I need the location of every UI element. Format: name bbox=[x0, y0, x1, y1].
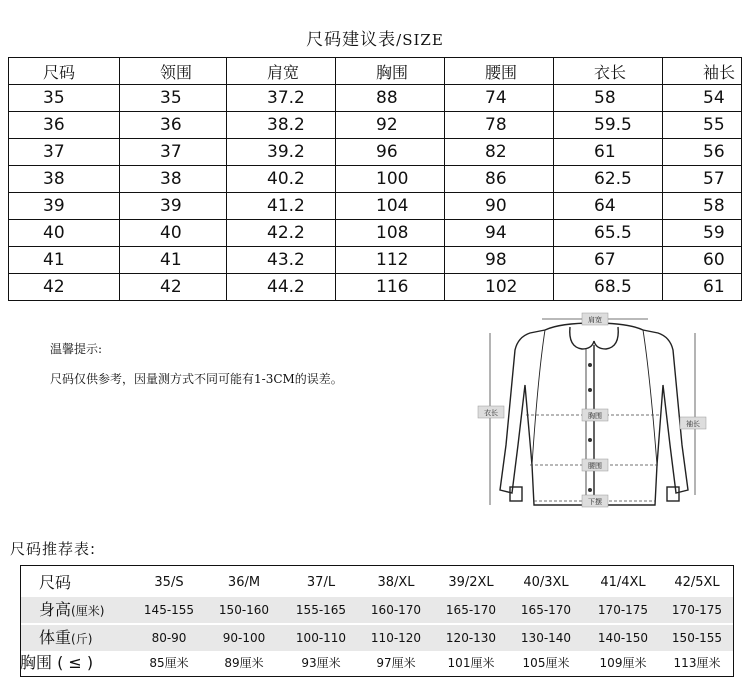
recommend-cell: 130-140 bbox=[520, 631, 572, 645]
recommend-cell: 97厘米 bbox=[376, 656, 416, 670]
waist-label: 腰围 bbox=[588, 462, 602, 470]
title-cn: 尺码建议表 bbox=[306, 30, 397, 50]
table-row bbox=[9, 274, 742, 301]
recommend-cell: 80-90 bbox=[151, 631, 187, 645]
recommend-cell: 105厘米 bbox=[522, 656, 570, 670]
header-cell: 肩宽 bbox=[227, 58, 336, 85]
table-cell: 39 bbox=[120, 193, 227, 220]
recommend-cell: 145-155 bbox=[143, 603, 195, 617]
recommend-label: 尺码 bbox=[39, 573, 72, 592]
tip-title: 温馨提示: bbox=[50, 342, 103, 356]
table-cell: 108 bbox=[336, 220, 445, 247]
table-cell: 86 bbox=[445, 166, 554, 193]
table-cell: 40.2 bbox=[227, 166, 336, 193]
size-table-header bbox=[9, 58, 742, 85]
shoulder-label: 肩宽 bbox=[588, 316, 602, 324]
table-cell: 102 bbox=[445, 274, 554, 301]
hem-label: 下摆 bbox=[588, 498, 602, 506]
table-cell: 40 bbox=[9, 220, 120, 247]
tip-text: 尺码仅供参考，因量测方式不同可能有1-3CM的误差。 bbox=[50, 372, 343, 386]
table-cell: 68.5 bbox=[554, 274, 663, 301]
recommend-cell: 93厘米 bbox=[301, 656, 341, 670]
table-cell: 82 bbox=[445, 139, 554, 166]
table-cell: 38 bbox=[9, 166, 120, 193]
table-cell: 56 bbox=[663, 139, 742, 166]
table-cell: 116 bbox=[336, 274, 445, 301]
recommend-cell: 110-120 bbox=[370, 631, 422, 645]
button-icon bbox=[588, 488, 592, 492]
table-cell: 57 bbox=[663, 166, 742, 193]
table-cell: 37 bbox=[120, 139, 227, 166]
recommend-cell: 165-170 bbox=[445, 603, 497, 617]
table-cell: 104 bbox=[336, 193, 445, 220]
table-cell: 61 bbox=[554, 139, 663, 166]
table-cell: 58 bbox=[554, 85, 663, 112]
recommend-cell: 113厘米 bbox=[673, 656, 721, 670]
table-cell: 43.2 bbox=[227, 247, 336, 274]
table-cell: 42 bbox=[9, 274, 120, 301]
right-cuff bbox=[667, 487, 679, 501]
table-cell: 92 bbox=[336, 112, 445, 139]
table-cell: 58 bbox=[663, 193, 742, 220]
table-cell: 36 bbox=[120, 112, 227, 139]
table-cell: 35 bbox=[120, 85, 227, 112]
table-cell: 38.2 bbox=[227, 112, 336, 139]
recommend-cell: 39/2XL bbox=[448, 575, 494, 590]
table-row bbox=[9, 220, 742, 247]
recommend-label: 胸围 ( ≤ ) bbox=[20, 653, 94, 672]
table-cell: 55 bbox=[663, 112, 742, 139]
recommend-cell: 100-110 bbox=[295, 631, 347, 645]
button-icon bbox=[588, 388, 592, 392]
table-cell: 74 bbox=[445, 85, 554, 112]
table-cell: 60 bbox=[663, 247, 742, 274]
table-cell: 54 bbox=[663, 85, 742, 112]
table-cell: 41 bbox=[9, 247, 120, 274]
recommend-cell: 120-130 bbox=[445, 631, 497, 645]
table-cell: 96 bbox=[336, 139, 445, 166]
sleeve-label: 袖长 bbox=[686, 420, 700, 428]
table-cell: 62.5 bbox=[554, 166, 663, 193]
recommend-cell: 150-160 bbox=[218, 603, 270, 617]
table-cell: 37 bbox=[9, 139, 120, 166]
table-cell: 98 bbox=[445, 247, 554, 274]
recommend-row-size bbox=[21, 570, 733, 596]
table-row bbox=[9, 247, 742, 274]
button-icon bbox=[588, 438, 592, 442]
header-cell: 领围 bbox=[120, 58, 227, 85]
recommend-cell: 35/S bbox=[154, 575, 184, 590]
recommend-cell: 170-175 bbox=[671, 603, 723, 617]
table-cell: 37.2 bbox=[227, 85, 336, 112]
table-row bbox=[9, 85, 742, 112]
recommend-label: 身高(厘米) bbox=[39, 600, 105, 619]
recommend-row-height bbox=[21, 597, 733, 623]
table-cell: 67 bbox=[554, 247, 663, 274]
recommend-cell: 101厘米 bbox=[447, 656, 495, 670]
table-row bbox=[9, 166, 742, 193]
table-cell: 100 bbox=[336, 166, 445, 193]
left-sleeve-seam bbox=[532, 330, 545, 465]
table-cell: 36 bbox=[9, 112, 120, 139]
shirt-measurement-diagram bbox=[470, 305, 720, 520]
button-icon bbox=[588, 363, 592, 367]
recommend-cell: 40/3XL bbox=[523, 575, 569, 590]
header-cell: 袖长 bbox=[663, 58, 742, 85]
table-row bbox=[9, 139, 742, 166]
table-cell: 90 bbox=[445, 193, 554, 220]
table-cell: 94 bbox=[445, 220, 554, 247]
table-cell: 41.2 bbox=[227, 193, 336, 220]
header-cell: 尺码 bbox=[9, 58, 120, 85]
right-sleeve-seam bbox=[643, 330, 657, 465]
recommend-cell: 140-150 bbox=[597, 631, 649, 645]
table-cell: 78 bbox=[445, 112, 554, 139]
table-cell: 35 bbox=[9, 85, 120, 112]
title-en: /SIZE bbox=[396, 31, 444, 49]
table-row bbox=[9, 112, 742, 139]
recommend-label: 体重(斤) bbox=[39, 628, 93, 647]
length-label: 衣长 bbox=[484, 409, 498, 417]
recommend-cell: 90-100 bbox=[222, 631, 266, 645]
recommend-cell: 38/XL bbox=[377, 575, 415, 590]
page-title bbox=[0, 25, 750, 50]
table-cell: 88 bbox=[336, 85, 445, 112]
recommend-cell: 36/M bbox=[227, 575, 261, 590]
table-cell: 40 bbox=[120, 220, 227, 247]
recommend-cell: 150-155 bbox=[671, 631, 723, 645]
recommend-row-weight bbox=[21, 625, 733, 651]
recommend-cell: 85厘米 bbox=[149, 656, 189, 670]
recommend-cell: 89厘米 bbox=[224, 656, 264, 670]
size-table bbox=[8, 57, 742, 301]
table-cell: 41 bbox=[120, 247, 227, 274]
recommend-row-chest bbox=[21, 650, 733, 676]
header-cell: 衣长 bbox=[554, 58, 663, 85]
table-cell: 112 bbox=[336, 247, 445, 274]
table-cell: 59.5 bbox=[554, 112, 663, 139]
recommend-cell: 165-170 bbox=[520, 603, 572, 617]
table-cell: 65.5 bbox=[554, 220, 663, 247]
recommend-cell: 37/L bbox=[306, 575, 336, 590]
table-cell: 59 bbox=[663, 220, 742, 247]
header-cell: 腰围 bbox=[445, 58, 554, 85]
chest-label: 胸围 bbox=[588, 412, 602, 420]
recommend-cell: 155-165 bbox=[295, 603, 347, 617]
header-cell: 胸围 bbox=[336, 58, 445, 85]
table-cell: 38 bbox=[120, 166, 227, 193]
recommend-title: 尺码推荐表: bbox=[10, 540, 97, 558]
recommend-cell: 42/5XL bbox=[674, 575, 720, 590]
shirt-buttons bbox=[588, 363, 592, 492]
table-cell: 61 bbox=[663, 274, 742, 301]
table-cell: 42 bbox=[120, 274, 227, 301]
table-cell: 44.2 bbox=[227, 274, 336, 301]
recommend-table bbox=[20, 565, 734, 677]
table-cell: 39.2 bbox=[227, 139, 336, 166]
recommend-cell: 41/4XL bbox=[600, 575, 646, 590]
table-cell: 39 bbox=[9, 193, 120, 220]
recommend-cell: 170-175 bbox=[597, 603, 649, 617]
recommend-cell: 109厘米 bbox=[599, 656, 647, 670]
table-cell: 64 bbox=[554, 193, 663, 220]
table-row bbox=[9, 193, 742, 220]
table-cell: 42.2 bbox=[227, 220, 336, 247]
recommend-cell: 160-170 bbox=[370, 603, 422, 617]
